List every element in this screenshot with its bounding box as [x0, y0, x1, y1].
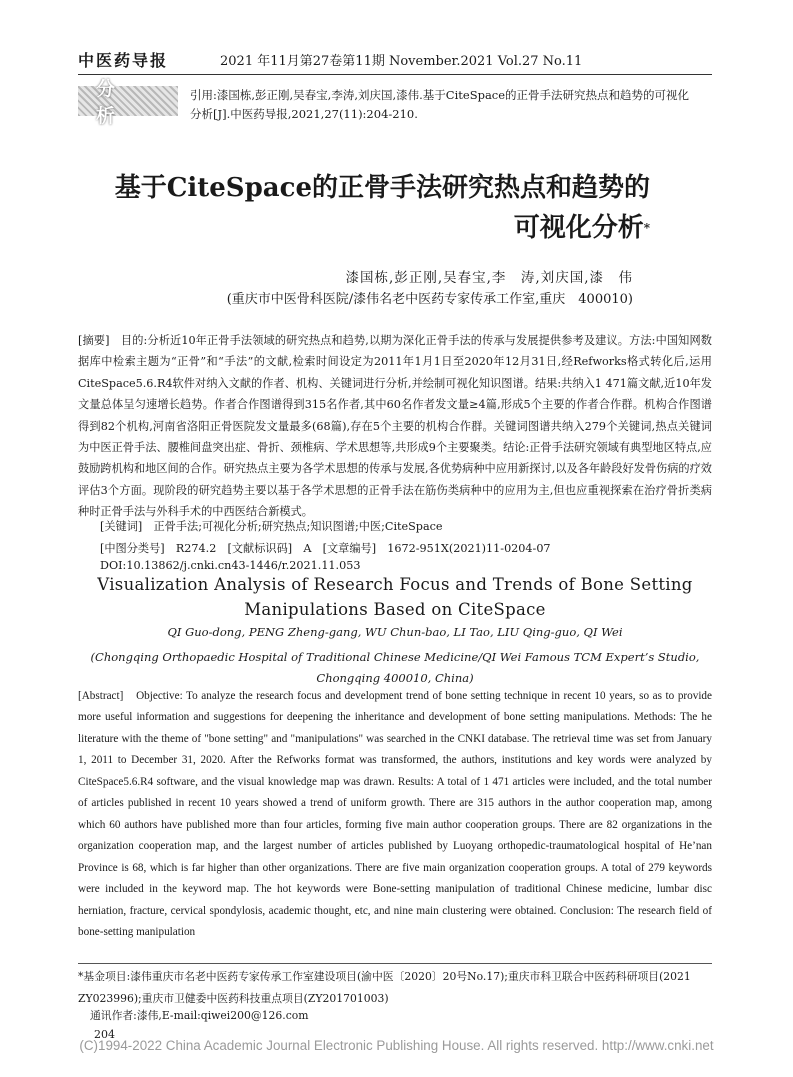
title-zh-line1: 基于CiteSpace的正骨手法研究热点和趋势的 [114, 173, 650, 203]
corresponding-author: 通讯作者:漆伟,E-mail:qiwei200@126.com [90, 1009, 309, 1022]
article-title-en [78, 572, 712, 622]
fund-footnote: *基金项目:漆伟重庆市名老中医药专家传承工作室建设项目(渝中医〔2020〕20号No.17);重庆市科卫联合中医药科研项目(2021 ZY023996);重庆市卫健委中医药科技重点项目(ZY201701003) [78, 970, 691, 1005]
title-footnote-mark: * [643, 221, 650, 235]
authors-zh: 漆国栋,彭正刚,吴春宝,李 涛,刘庆国,漆 伟 [345, 270, 633, 286]
keywords-zh: [关键词] 正骨手法;可视化分析;研究热点;知识图谱;中医;CiteSpace [100, 520, 443, 533]
title-en-line1: Visualization Analysis of Research Focus and Trends of Bone Setting [97, 575, 693, 594]
citation-text: 引用:漆国栋,彭正刚,吴春宝,李涛,刘庆国,漆伟.基于CiteSpace的正骨手法研究热点和趋势的可视化分析[J].中医药导报,2021,27(11):204-210. [190, 88, 690, 121]
issue-info: 2021 年11月第27卷第11期 November.2021 Vol.27 No.11 [220, 54, 583, 69]
copyright-watermark: (C)1994-2022 China Academic Journal Electronic Publishing House. All rights reserved. http://www.cnki.net [79, 1038, 714, 1053]
classification-info: [中图分类号] R274.2 [文献标识码] A [文章编号] 1672-951X(2021)11-0204-07 [100, 542, 551, 555]
doi-link[interactable]: DOI:10.13862/j.cnki.cn43-1446/r.2021.11.053 [100, 559, 361, 572]
page-number: 204 [94, 1028, 115, 1041]
category-badge [78, 78, 178, 127]
title-zh-line2: 可视化分析 [513, 213, 644, 243]
title-en-line2: Manipulations Based on CiteSpace [244, 600, 546, 619]
affiliation-en [78, 647, 712, 689]
affiliation-zh: (重庆市中医骨科医院/漆伟名老中医药专家传承工作室,重庆 400010) [226, 292, 633, 307]
abstract-zh: [摘要] 目的:分析近10年正骨手法领域的研究热点和趋势,以期为深化正骨手法的传承与发展提供参考及建议。方法:中国知网数据库中检索主题为“正骨”和“手法”的文献,检索时间设定为2011年1月1日至2020年12月31日,经Refworks格式转化后,运用CiteSpace5.6.R4软件对纳入文献的作者、机构、关键词进行分析,并绘制可视化知识图谱。结果:共纳入1 471篇文献,近10年发文量总体呈匀速增长趋势。作者合作图谱得到315名作者,其中60名作者发文量≥4篇,形成5个主要的作者合作群。机构合作图谱得到82个机构,河南省洛阳正骨医院发文量最多(68篇),存在5个主要的机构合作群。关键词图谱共纳入279个关键词,热点关键词为中医正骨手法、腰椎间盘突出症、骨折、颈椎病、学术思想等,共形成9个主要聚类。结论:正骨手法研究领域有典型地区特点,应鼓励跨机构和地区间的合作。研究热点主要为各学术思想的传承与发展,各优势病种中应用新探讨,以及各年龄段好发骨伤病的疗效评估3个方面。现阶段的研究趋势主要以基于各学术思想的正骨手法在筋伤类病种中的应用为主,但也应重视探索在治疗骨折类病种时正骨手法与外科手术的中西医结合新模式。 [78, 334, 712, 519]
abstract-en: [Abstract] Objective: To analyze the research focus and development trend of bone setting technique in recent 10 years, so as to provide more useful information and suggestions for deepening the inheritance and development of bone setting manipulations. Methods: The he literature with the theme of "bone setting" and "manipulations" was searched in the CNKI database. The retrieval time was set from January 1, 2011 to December 31, 2020. After the Refworks format was transformed, the authors, institutions and key words were analyzed by CiteSpace5.6.R4 software, and the visual knowledge map was drawn. Results: A total of 1 471 articles were included, and the total number of articles published in recent 10 years showed a trend of uniform growth. There are 315 authors in the author cooperation map, among which 60 authors have published more than four articles, forming five main author cooperation groups. There are 82 organizations in the organization cooperation map, and the largest number of articles published by Luoyang orthopedic-traumatological hospital of He’nan Province is 68, which is far higher than other organizations. There are five main organization cooperation groups. A total of 279 keywords were included in the keyword map. The hot keywords were Bone-setting manipulation of traditional Chinese medicine, lumbar disc herniation, fracture, cervical spondylosis, academic thought, etc, and nine main clustering were obtained. Conclusion: The research field of bone-setting manipulation [78, 690, 712, 938]
footnote-divider [78, 963, 712, 964]
affiliation-en-line1: (Chongqing Orthopaedic Hospital of Traditional Chinese Medicine/QI Wei Famous TCM Expert’s Studio, [90, 650, 700, 664]
category-label: 分 析 [96, 78, 134, 127]
article-title-zh [80, 168, 650, 248]
journal-logo: 中医药导报 [78, 51, 169, 70]
affiliation-en-line2: Chongqing 400010, China) [316, 671, 474, 685]
authors-en: QI Guo-dong, PENG Zheng-gang, WU Chun-bao, LI Tao, LIU Qing-guo, QI Wei [167, 625, 623, 639]
